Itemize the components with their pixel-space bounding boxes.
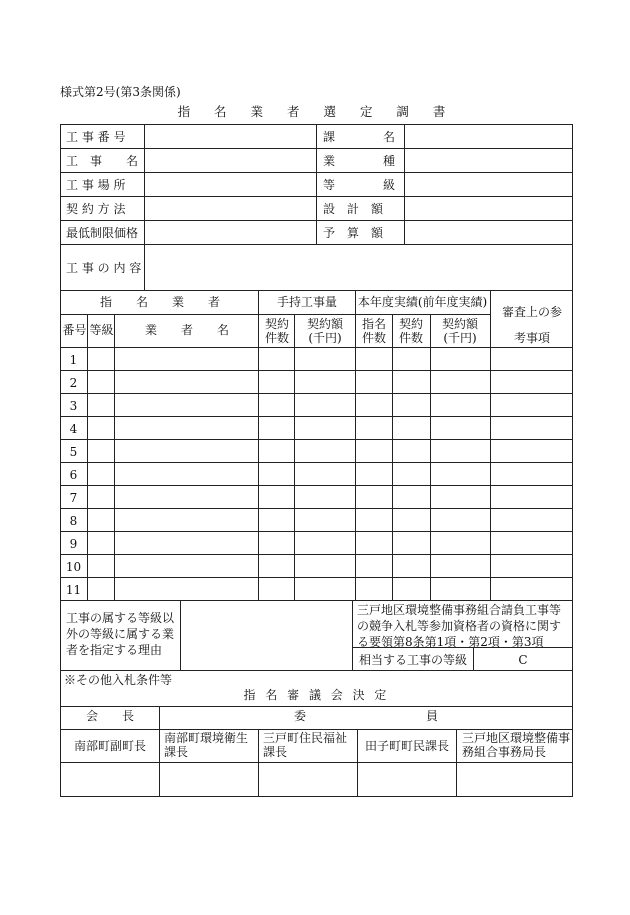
grid-vline bbox=[87, 314, 88, 601]
grid-vline bbox=[355, 314, 356, 601]
reason-label: 工事の属する等級以外の等級に属する業者を指定する理由 bbox=[66, 611, 175, 658]
grid-hline bbox=[60, 314, 491, 315]
header-results: 本年度実績(前年度実績) bbox=[357, 295, 488, 309]
grade-label: 相当する工事の等級 bbox=[359, 653, 468, 667]
grid-hline bbox=[60, 508, 573, 509]
grid-hline bbox=[60, 577, 573, 578]
row-number: 6 bbox=[69, 468, 78, 482]
col-grade: 等級 bbox=[89, 323, 114, 337]
grid-vline bbox=[144, 124, 145, 291]
member-2-name: 三戸町住民福祉課長 bbox=[263, 731, 348, 759]
grid-vline bbox=[294, 314, 295, 601]
member-4-name: 三戸地区環境整備事務組合事務局長 bbox=[462, 731, 571, 759]
document-title: 指 名 業 者 選 定 調 書 bbox=[177, 104, 456, 119]
grid-hline bbox=[60, 416, 573, 417]
label-budget: 予 算 額 bbox=[323, 226, 384, 240]
grid-vline bbox=[114, 314, 115, 601]
col-number: 番号 bbox=[62, 323, 87, 337]
chair-label: 会 長 bbox=[85, 709, 134, 723]
council-title: 指 名 審 議 会 決 定 bbox=[243, 688, 390, 702]
row-number: 2 bbox=[69, 376, 78, 390]
grid-hline bbox=[60, 670, 573, 671]
row-number: 8 bbox=[69, 514, 78, 528]
grid-vline bbox=[180, 600, 181, 671]
grid-vline bbox=[430, 314, 431, 601]
reason-reference: 三戸地区環境整備事務組合請負工事等の競争入札等参加資格者の資格に関する要領第8条第1項・第2項・第3項 bbox=[357, 603, 562, 650]
member-chair-name: 南部町副町長 bbox=[73, 739, 146, 753]
member-3-name: 田子町町民課長 bbox=[364, 739, 449, 753]
grid-hline bbox=[60, 729, 573, 730]
row-number: 4 bbox=[69, 422, 78, 436]
grid-hline bbox=[60, 393, 573, 394]
grid-hline bbox=[60, 531, 573, 532]
col-contract-count-2: 契約件数 bbox=[398, 317, 423, 345]
row-number: 9 bbox=[69, 537, 78, 551]
label-min-price: 最低制限価格 bbox=[66, 226, 139, 240]
label-work-name: 工 事 名 bbox=[66, 154, 139, 168]
grid-hline bbox=[60, 370, 573, 371]
grid-hline bbox=[60, 439, 573, 440]
row-number: 1 bbox=[69, 353, 78, 367]
col-contract-amount-2: 契約額(千円) bbox=[441, 317, 478, 345]
row-number: 5 bbox=[69, 445, 78, 459]
row-number: 3 bbox=[69, 399, 78, 413]
col-contract-amount: 契約額(千円) bbox=[306, 317, 343, 345]
grid-vline bbox=[352, 600, 353, 671]
grid-hline bbox=[60, 796, 573, 797]
grid-hline bbox=[60, 762, 573, 763]
other-conditions: ※その他入札条件等 bbox=[64, 673, 173, 687]
label-grade: 等 級 bbox=[323, 178, 396, 192]
grid-hline bbox=[60, 554, 573, 555]
grid-hline bbox=[60, 600, 573, 601]
member-1-name: 南部町環境衛生課長 bbox=[164, 731, 249, 759]
row-number: 11 bbox=[65, 583, 82, 597]
grid-hline bbox=[60, 347, 573, 348]
members-label: 委 員 bbox=[293, 709, 438, 723]
grid-hline bbox=[60, 485, 573, 486]
header-remarks: 審査上の参考事項 bbox=[501, 305, 562, 345]
label-contract-method: 契 約 方 法 bbox=[66, 202, 126, 216]
header-designated-companies: 指 名 業 者 bbox=[99, 295, 220, 309]
label-design-amount: 設 計 額 bbox=[323, 202, 384, 216]
grid-vline bbox=[316, 124, 317, 245]
label-work-content: 工 事 の 内 容 bbox=[66, 261, 142, 275]
grid-hline bbox=[60, 706, 573, 707]
label-industry: 業 種 bbox=[323, 154, 396, 168]
col-designation-count: 指名件数 bbox=[361, 317, 386, 345]
header-workload: 手持工事量 bbox=[276, 295, 337, 309]
grade-value: C bbox=[518, 653, 528, 667]
col-contract-count: 契約件数 bbox=[264, 317, 289, 345]
grid-vline bbox=[404, 124, 405, 245]
label-section-name: 課 名 bbox=[323, 130, 396, 144]
row-number: 7 bbox=[69, 491, 78, 505]
grid-vline bbox=[392, 314, 393, 601]
grid-hline bbox=[60, 462, 573, 463]
grid-hline bbox=[60, 290, 573, 291]
grid-vline bbox=[258, 729, 259, 797]
grid-vline bbox=[258, 314, 259, 601]
form-number: 様式第2号(第3条関係) bbox=[60, 85, 181, 99]
col-company-name: 業 者 名 bbox=[144, 323, 229, 337]
label-work-number: 工 事 番 号 bbox=[66, 130, 126, 144]
label-work-place: 工 事 場 所 bbox=[66, 178, 126, 192]
row-number: 10 bbox=[65, 560, 82, 574]
